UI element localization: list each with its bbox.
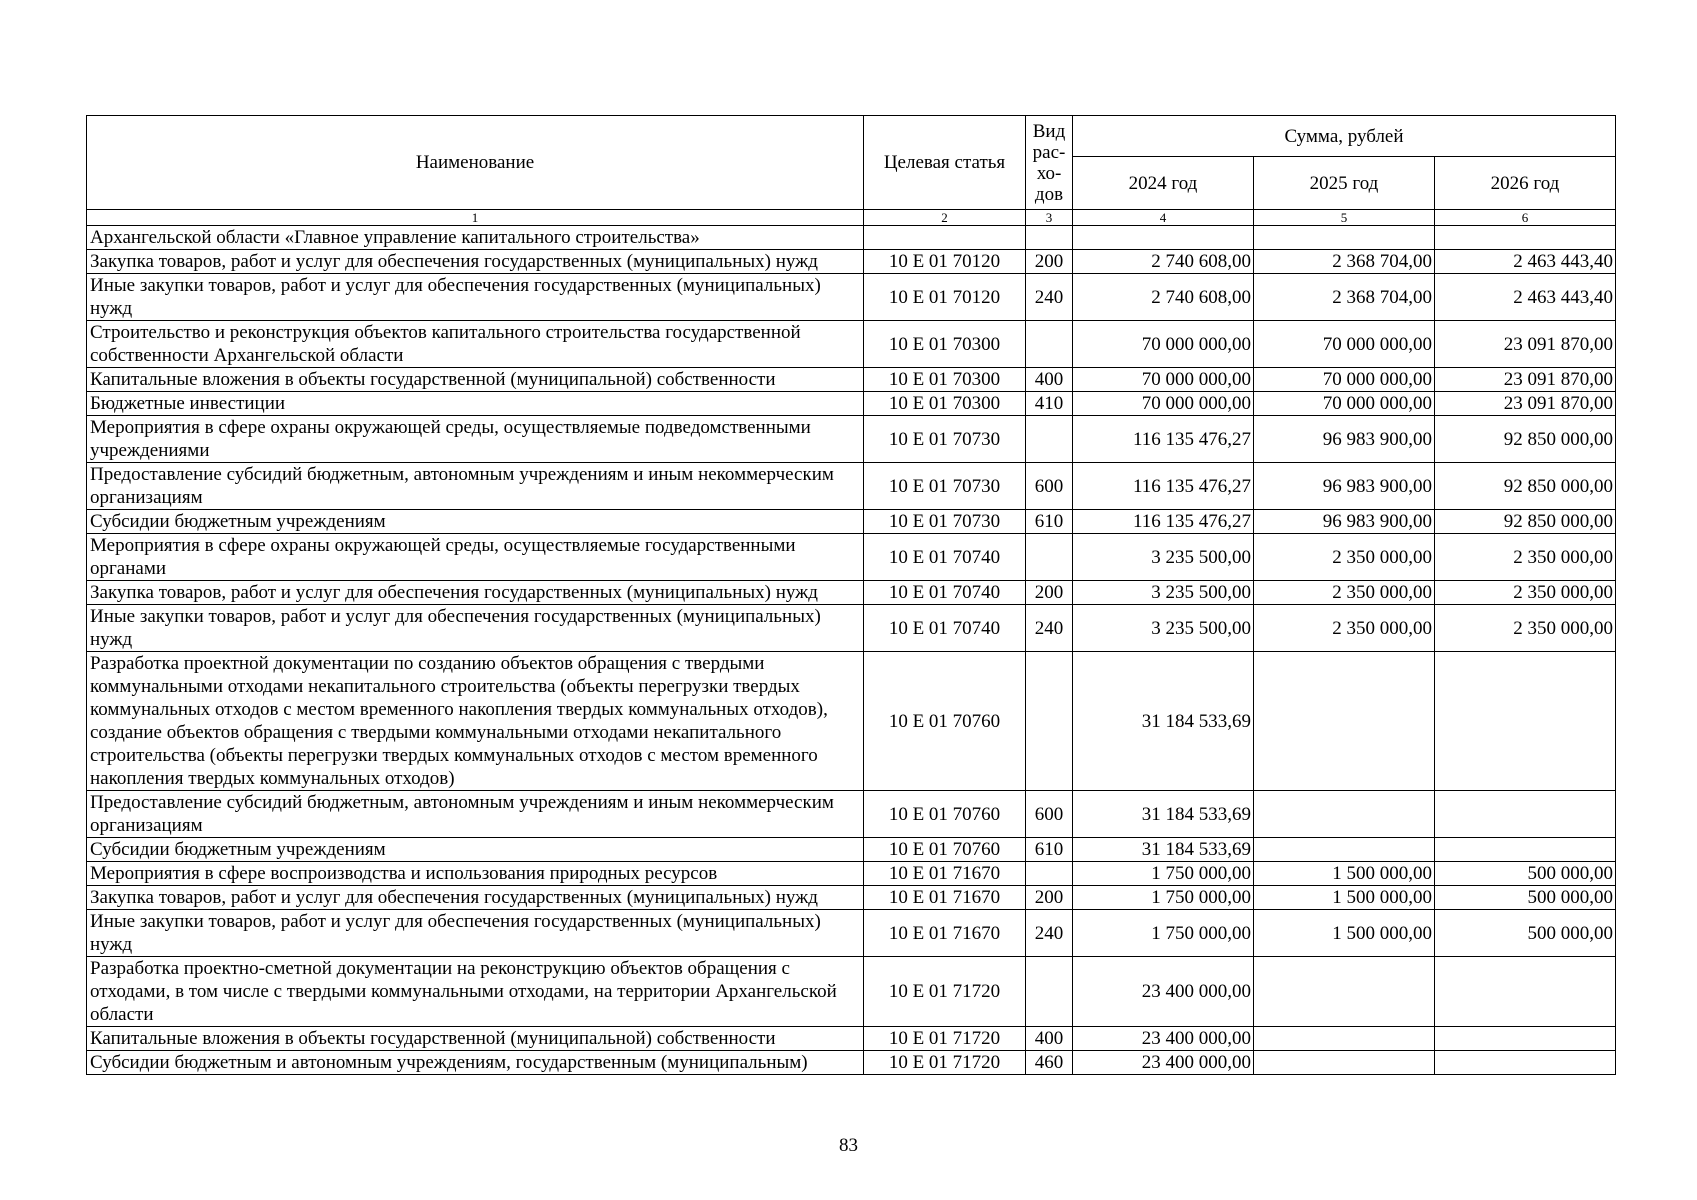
row-target-article: 10 Е 01 70120 <box>864 274 1026 321</box>
row-amount-2024: 1 750 000,00 <box>1073 910 1254 957</box>
row-name: Иные закупки товаров, работ и услуг для обеспечения государственных (муниципальных) нужд <box>87 605 864 652</box>
row-amount-2025: 96 983 900,00 <box>1254 463 1435 510</box>
row-target-article: 10 Е 01 71670 <box>864 862 1026 886</box>
header-year-2024: 2024 год <box>1073 157 1254 210</box>
row-amount-2025: 2 350 000,00 <box>1254 534 1435 581</box>
row-expense-type: 600 <box>1026 791 1073 838</box>
row-target-article: 10 Е 01 70740 <box>864 534 1026 581</box>
table-row <box>87 910 1616 957</box>
row-amount-2024: 31 184 533,69 <box>1073 652 1254 791</box>
row-amount-2026: 92 850 000,00 <box>1435 510 1616 534</box>
row-target-article <box>864 226 1026 250</box>
row-target-article: 10 Е 01 71670 <box>864 886 1026 910</box>
table-row <box>87 416 1616 463</box>
column-number: 5 <box>1254 210 1435 226</box>
row-expense-type: 200 <box>1026 250 1073 274</box>
table-row <box>87 463 1616 510</box>
header-year-2026: 2026 год <box>1435 157 1616 210</box>
row-amount-2024: 23 400 000,00 <box>1073 1051 1254 1075</box>
row-expense-type: 400 <box>1026 1027 1073 1051</box>
row-amount-2024: 3 235 500,00 <box>1073 581 1254 605</box>
budget-table <box>86 115 1616 1075</box>
row-name: Мероприятия в сфере охраны окружающей среды, осуществляемые подведомственными учреждениями <box>87 416 864 463</box>
row-amount-2025: 2 350 000,00 <box>1254 605 1435 652</box>
row-target-article: 10 Е 01 70760 <box>864 838 1026 862</box>
table-row <box>87 886 1616 910</box>
row-amount-2026: 2 350 000,00 <box>1435 534 1616 581</box>
row-amount-2025 <box>1254 1051 1435 1075</box>
row-amount-2026 <box>1435 791 1616 838</box>
row-target-article: 10 Е 01 70730 <box>864 416 1026 463</box>
row-target-article: 10 Е 01 71670 <box>864 910 1026 957</box>
row-amount-2025 <box>1254 957 1435 1027</box>
header-name: Наименование <box>87 116 864 210</box>
table-row <box>87 957 1616 1027</box>
row-amount-2025 <box>1254 652 1435 791</box>
row-name: Закупка товаров, работ и услуг для обеспечения государственных (муниципальных) нужд <box>87 886 864 910</box>
row-amount-2025: 1 500 000,00 <box>1254 910 1435 957</box>
row-amount-2025: 1 500 000,00 <box>1254 862 1435 886</box>
row-target-article: 10 Е 01 70760 <box>864 652 1026 791</box>
row-amount-2024: 3 235 500,00 <box>1073 605 1254 652</box>
row-name: Закупка товаров, работ и услуг для обеспечения государственных (муниципальных) нужд <box>87 581 864 605</box>
row-amount-2026 <box>1435 1051 1616 1075</box>
row-amount-2024: 116 135 476,27 <box>1073 416 1254 463</box>
row-name: Предоставление субсидий бюджетным, автономным учреждениям и иным некоммерческим организациям <box>87 463 864 510</box>
row-target-article: 10 Е 01 71720 <box>864 1051 1026 1075</box>
header-year-2025: 2025 год <box>1254 157 1435 210</box>
table-row <box>87 838 1616 862</box>
row-name: Субсидии бюджетным и автономным учреждениям, государственным (муниципальным) <box>87 1051 864 1075</box>
row-name: Архангельской области «Главное управление капитального строительства» <box>87 226 864 250</box>
row-amount-2026: 500 000,00 <box>1435 862 1616 886</box>
row-expense-type: 240 <box>1026 910 1073 957</box>
row-amount-2024 <box>1073 226 1254 250</box>
row-amount-2024: 2 740 608,00 <box>1073 250 1254 274</box>
row-amount-2024: 23 400 000,00 <box>1073 1027 1254 1051</box>
table-row <box>87 250 1616 274</box>
row-amount-2026: 500 000,00 <box>1435 910 1616 957</box>
row-amount-2025 <box>1254 1027 1435 1051</box>
table-row <box>87 605 1616 652</box>
column-number: 3 <box>1026 210 1073 226</box>
row-target-article: 10 Е 01 71720 <box>864 1027 1026 1051</box>
row-expense-type <box>1026 652 1073 791</box>
row-expense-type <box>1026 862 1073 886</box>
column-number: 1 <box>87 210 864 226</box>
row-amount-2026: 92 850 000,00 <box>1435 463 1616 510</box>
row-expense-type: 600 <box>1026 463 1073 510</box>
row-expense-type <box>1026 416 1073 463</box>
page-number: 83 <box>839 1135 858 1156</box>
row-target-article: 10 Е 01 70760 <box>864 791 1026 838</box>
row-amount-2026: 23 091 870,00 <box>1435 321 1616 368</box>
table-row <box>87 581 1616 605</box>
row-amount-2024: 2 740 608,00 <box>1073 274 1254 321</box>
table-row <box>87 791 1616 838</box>
row-amount-2024: 1 750 000,00 <box>1073 886 1254 910</box>
row-expense-type: 240 <box>1026 274 1073 321</box>
row-amount-2026 <box>1435 838 1616 862</box>
row-amount-2025: 1 500 000,00 <box>1254 886 1435 910</box>
table-row <box>87 534 1616 581</box>
row-amount-2025: 96 983 900,00 <box>1254 510 1435 534</box>
row-amount-2026: 2 463 443,40 <box>1435 274 1616 321</box>
row-target-article: 10 Е 01 71720 <box>864 957 1026 1027</box>
row-amount-2025 <box>1254 791 1435 838</box>
row-amount-2024: 70 000 000,00 <box>1073 368 1254 392</box>
header-expense-type <box>1026 116 1073 210</box>
header-expense-type-line: рас- <box>1032 141 1066 163</box>
row-name: Бюджетные инвестиции <box>87 392 864 416</box>
row-amount-2025: 2 368 704,00 <box>1254 274 1435 321</box>
header-sum: Сумма, рублей <box>1073 116 1616 157</box>
table-header <box>87 116 1616 226</box>
row-expense-type <box>1026 226 1073 250</box>
row-name: Строительство и реконструкция объектов капитального строительства государственной собственности Архангельской области <box>87 321 864 368</box>
table-row <box>87 392 1616 416</box>
header-target-article: Целевая статья <box>864 116 1026 210</box>
row-target-article: 10 Е 01 70120 <box>864 250 1026 274</box>
table-row <box>87 1051 1616 1075</box>
row-expense-type <box>1026 957 1073 1027</box>
row-amount-2025 <box>1254 226 1435 250</box>
table-body <box>87 226 1616 1075</box>
row-amount-2024: 70 000 000,00 <box>1073 392 1254 416</box>
column-number: 6 <box>1435 210 1616 226</box>
row-name: Субсидии бюджетным учреждениям <box>87 510 864 534</box>
row-amount-2025: 70 000 000,00 <box>1254 392 1435 416</box>
row-expense-type: 200 <box>1026 886 1073 910</box>
row-amount-2026 <box>1435 652 1616 791</box>
row-amount-2024: 31 184 533,69 <box>1073 791 1254 838</box>
row-amount-2025: 70 000 000,00 <box>1254 368 1435 392</box>
row-expense-type: 240 <box>1026 605 1073 652</box>
row-amount-2026 <box>1435 1027 1616 1051</box>
row-amount-2026: 500 000,00 <box>1435 886 1616 910</box>
row-name: Субсидии бюджетным учреждениям <box>87 838 864 862</box>
row-target-article: 10 Е 01 70300 <box>864 321 1026 368</box>
row-amount-2026: 92 850 000,00 <box>1435 416 1616 463</box>
row-expense-type: 200 <box>1026 581 1073 605</box>
column-number: 2 <box>864 210 1026 226</box>
row-amount-2024: 3 235 500,00 <box>1073 534 1254 581</box>
row-name: Разработка проектной документации по созданию объектов обращения с твердыми коммунальными отходами некапитального строительства (объекты перегрузки твердых коммунальных отходов с местом временного накопления твердых коммунальных отходов), создание объектов обращения с твердыми коммунальными отходами некапитального строительства (объекты перегрузки твердых коммунальных отходов с местом временного накопления твердых коммунальных отходов) <box>87 652 864 791</box>
row-amount-2026: 23 091 870,00 <box>1435 368 1616 392</box>
row-amount-2024: 1 750 000,00 <box>1073 862 1254 886</box>
row-amount-2026: 23 091 870,00 <box>1435 392 1616 416</box>
header-expense-type-line: Вид <box>1032 120 1066 142</box>
row-name: Закупка товаров, работ и услуг для обеспечения государственных (муниципальных) нужд <box>87 250 864 274</box>
row-amount-2025: 70 000 000,00 <box>1254 321 1435 368</box>
table-row <box>87 368 1616 392</box>
row-amount-2024: 116 135 476,27 <box>1073 510 1254 534</box>
row-expense-type: 460 <box>1026 1051 1073 1075</box>
row-amount-2024: 31 184 533,69 <box>1073 838 1254 862</box>
row-amount-2026 <box>1435 957 1616 1027</box>
table-row <box>87 1027 1616 1051</box>
header-expense-type-line: дов <box>1034 183 1064 205</box>
row-amount-2024: 23 400 000,00 <box>1073 957 1254 1027</box>
table-row <box>87 862 1616 886</box>
row-expense-type: 410 <box>1026 392 1073 416</box>
row-name: Мероприятия в сфере воспроизводства и использования природных ресурсов <box>87 862 864 886</box>
row-expense-type: 400 <box>1026 368 1073 392</box>
row-name: Капитальные вложения в объекты государственной (муниципальной) собственности <box>87 368 864 392</box>
row-target-article: 10 Е 01 70740 <box>864 581 1026 605</box>
row-amount-2025: 96 983 900,00 <box>1254 416 1435 463</box>
table-row <box>87 274 1616 321</box>
row-target-article: 10 Е 01 70730 <box>864 463 1026 510</box>
row-amount-2026: 2 350 000,00 <box>1435 605 1616 652</box>
row-target-article: 10 Е 01 70730 <box>864 510 1026 534</box>
column-numbers-row <box>87 210 1616 226</box>
column-number: 4 <box>1073 210 1254 226</box>
row-name: Капитальные вложения в объекты государственной (муниципальной) собственности <box>87 1027 864 1051</box>
table-row <box>87 510 1616 534</box>
row-amount-2026 <box>1435 226 1616 250</box>
row-expense-type <box>1026 321 1073 368</box>
row-name: Разработка проектно-сметной документации на реконструкцию объектов обращения с отходами, в том числе с твердыми коммунальными отходами, на территории Архангельской области <box>87 957 864 1027</box>
table-row <box>87 226 1616 250</box>
row-amount-2025 <box>1254 838 1435 862</box>
row-amount-2024: 116 135 476,27 <box>1073 463 1254 510</box>
header-expense-type-line: хо- <box>1036 162 1062 184</box>
row-expense-type <box>1026 534 1073 581</box>
row-expense-type: 610 <box>1026 838 1073 862</box>
row-amount-2026: 2 463 443,40 <box>1435 250 1616 274</box>
table-row <box>87 652 1616 791</box>
row-name: Предоставление субсидий бюджетным, автономным учреждениям и иным некоммерческим организациям <box>87 791 864 838</box>
row-name: Иные закупки товаров, работ и услуг для обеспечения государственных (муниципальных) нужд <box>87 910 864 957</box>
row-target-article: 10 Е 01 70300 <box>864 392 1026 416</box>
row-target-article: 10 Е 01 70740 <box>864 605 1026 652</box>
row-target-article: 10 Е 01 70300 <box>864 368 1026 392</box>
row-expense-type: 610 <box>1026 510 1073 534</box>
row-name: Мероприятия в сфере охраны окружающей среды, осуществляемые государственными органами <box>87 534 864 581</box>
row-amount-2025: 2 350 000,00 <box>1254 581 1435 605</box>
row-amount-2026: 2 350 000,00 <box>1435 581 1616 605</box>
table-row <box>87 321 1616 368</box>
row-amount-2024: 70 000 000,00 <box>1073 321 1254 368</box>
row-amount-2025: 2 368 704,00 <box>1254 250 1435 274</box>
row-name: Иные закупки товаров, работ и услуг для обеспечения государственных (муниципальных) нужд <box>87 274 864 321</box>
